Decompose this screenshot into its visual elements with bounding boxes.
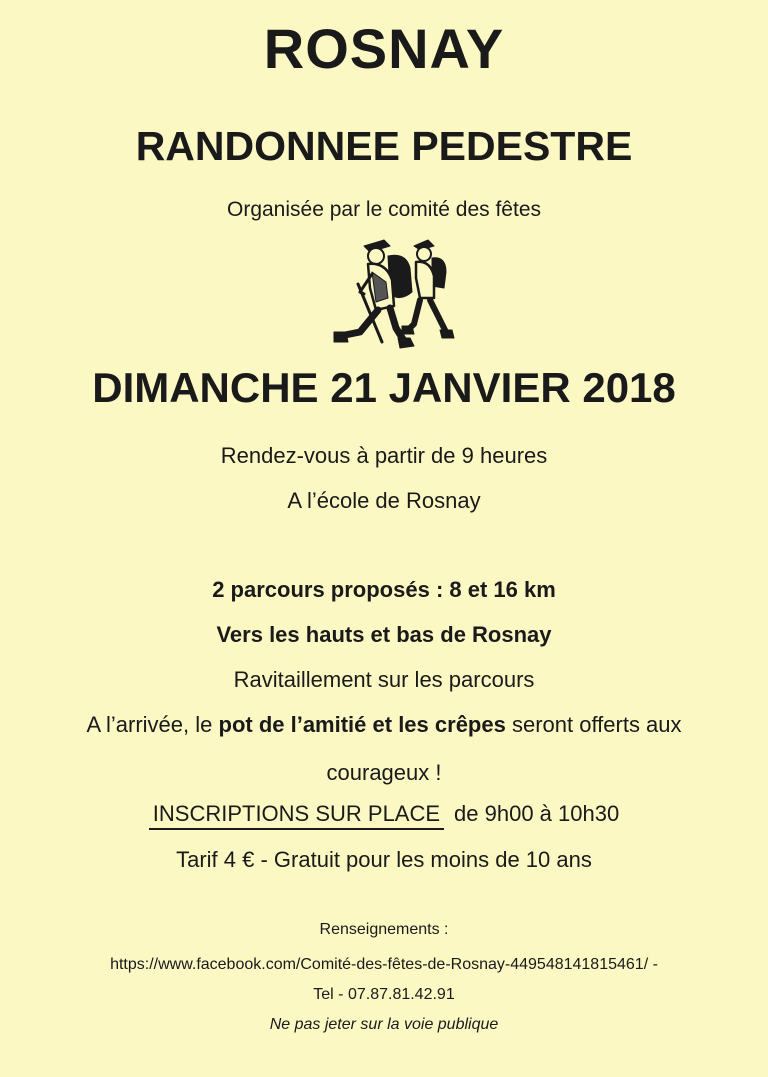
registration-line bbox=[0, 801, 768, 830]
supplies-text: Ravitaillement sur les parcours bbox=[233, 667, 535, 692]
organizer-text: Organisée par le comité des fêtes bbox=[227, 198, 541, 221]
area-text: Vers les hauts et bas de Rosnay bbox=[216, 622, 552, 647]
phone-number: Tel - 07.87.81.42.91 bbox=[313, 986, 455, 1003]
price-text: Tarif 4 € - Gratuit pour les moins de 10 ans bbox=[176, 847, 592, 872]
arrival-text-start: A l’arrivée, le bbox=[86, 712, 219, 737]
contact-label: Renseignements : bbox=[319, 921, 449, 938]
meeting-location: A l’école de Rosnay bbox=[287, 488, 481, 513]
poster-subtitle: RANDONNEE PEDESTRE bbox=[135, 123, 633, 169]
routes-text: 2 parcours proposés : 8 et 16 km bbox=[212, 577, 556, 602]
facebook-link[interactable]: https://www.facebook.com/Comité-des-fêtes-de-Rosnay-449548141815461/ - bbox=[110, 956, 658, 973]
arrival-text bbox=[0, 712, 768, 738]
arrival-highlight: pot de l’amitié et les crêpes bbox=[218, 712, 506, 737]
disposal-notice: Ne pas jeter sur la voie publique bbox=[269, 1016, 499, 1033]
arrival-closing: courageux ! bbox=[326, 760, 442, 785]
event-date: DIMANCHE 21 JANVIER 2018 bbox=[92, 364, 676, 411]
arrival-text-end: seront offerts aux bbox=[505, 712, 682, 737]
registration-hours: de 9h00 à 10h30 bbox=[454, 801, 620, 826]
registration-label: INSCRIPTIONS SUR PLACE bbox=[149, 801, 444, 830]
hikers-icon bbox=[330, 232, 462, 354]
poster-title: ROSNAY bbox=[263, 17, 505, 80]
meeting-time: Rendez-vous à partir de 9 heures bbox=[220, 443, 548, 468]
